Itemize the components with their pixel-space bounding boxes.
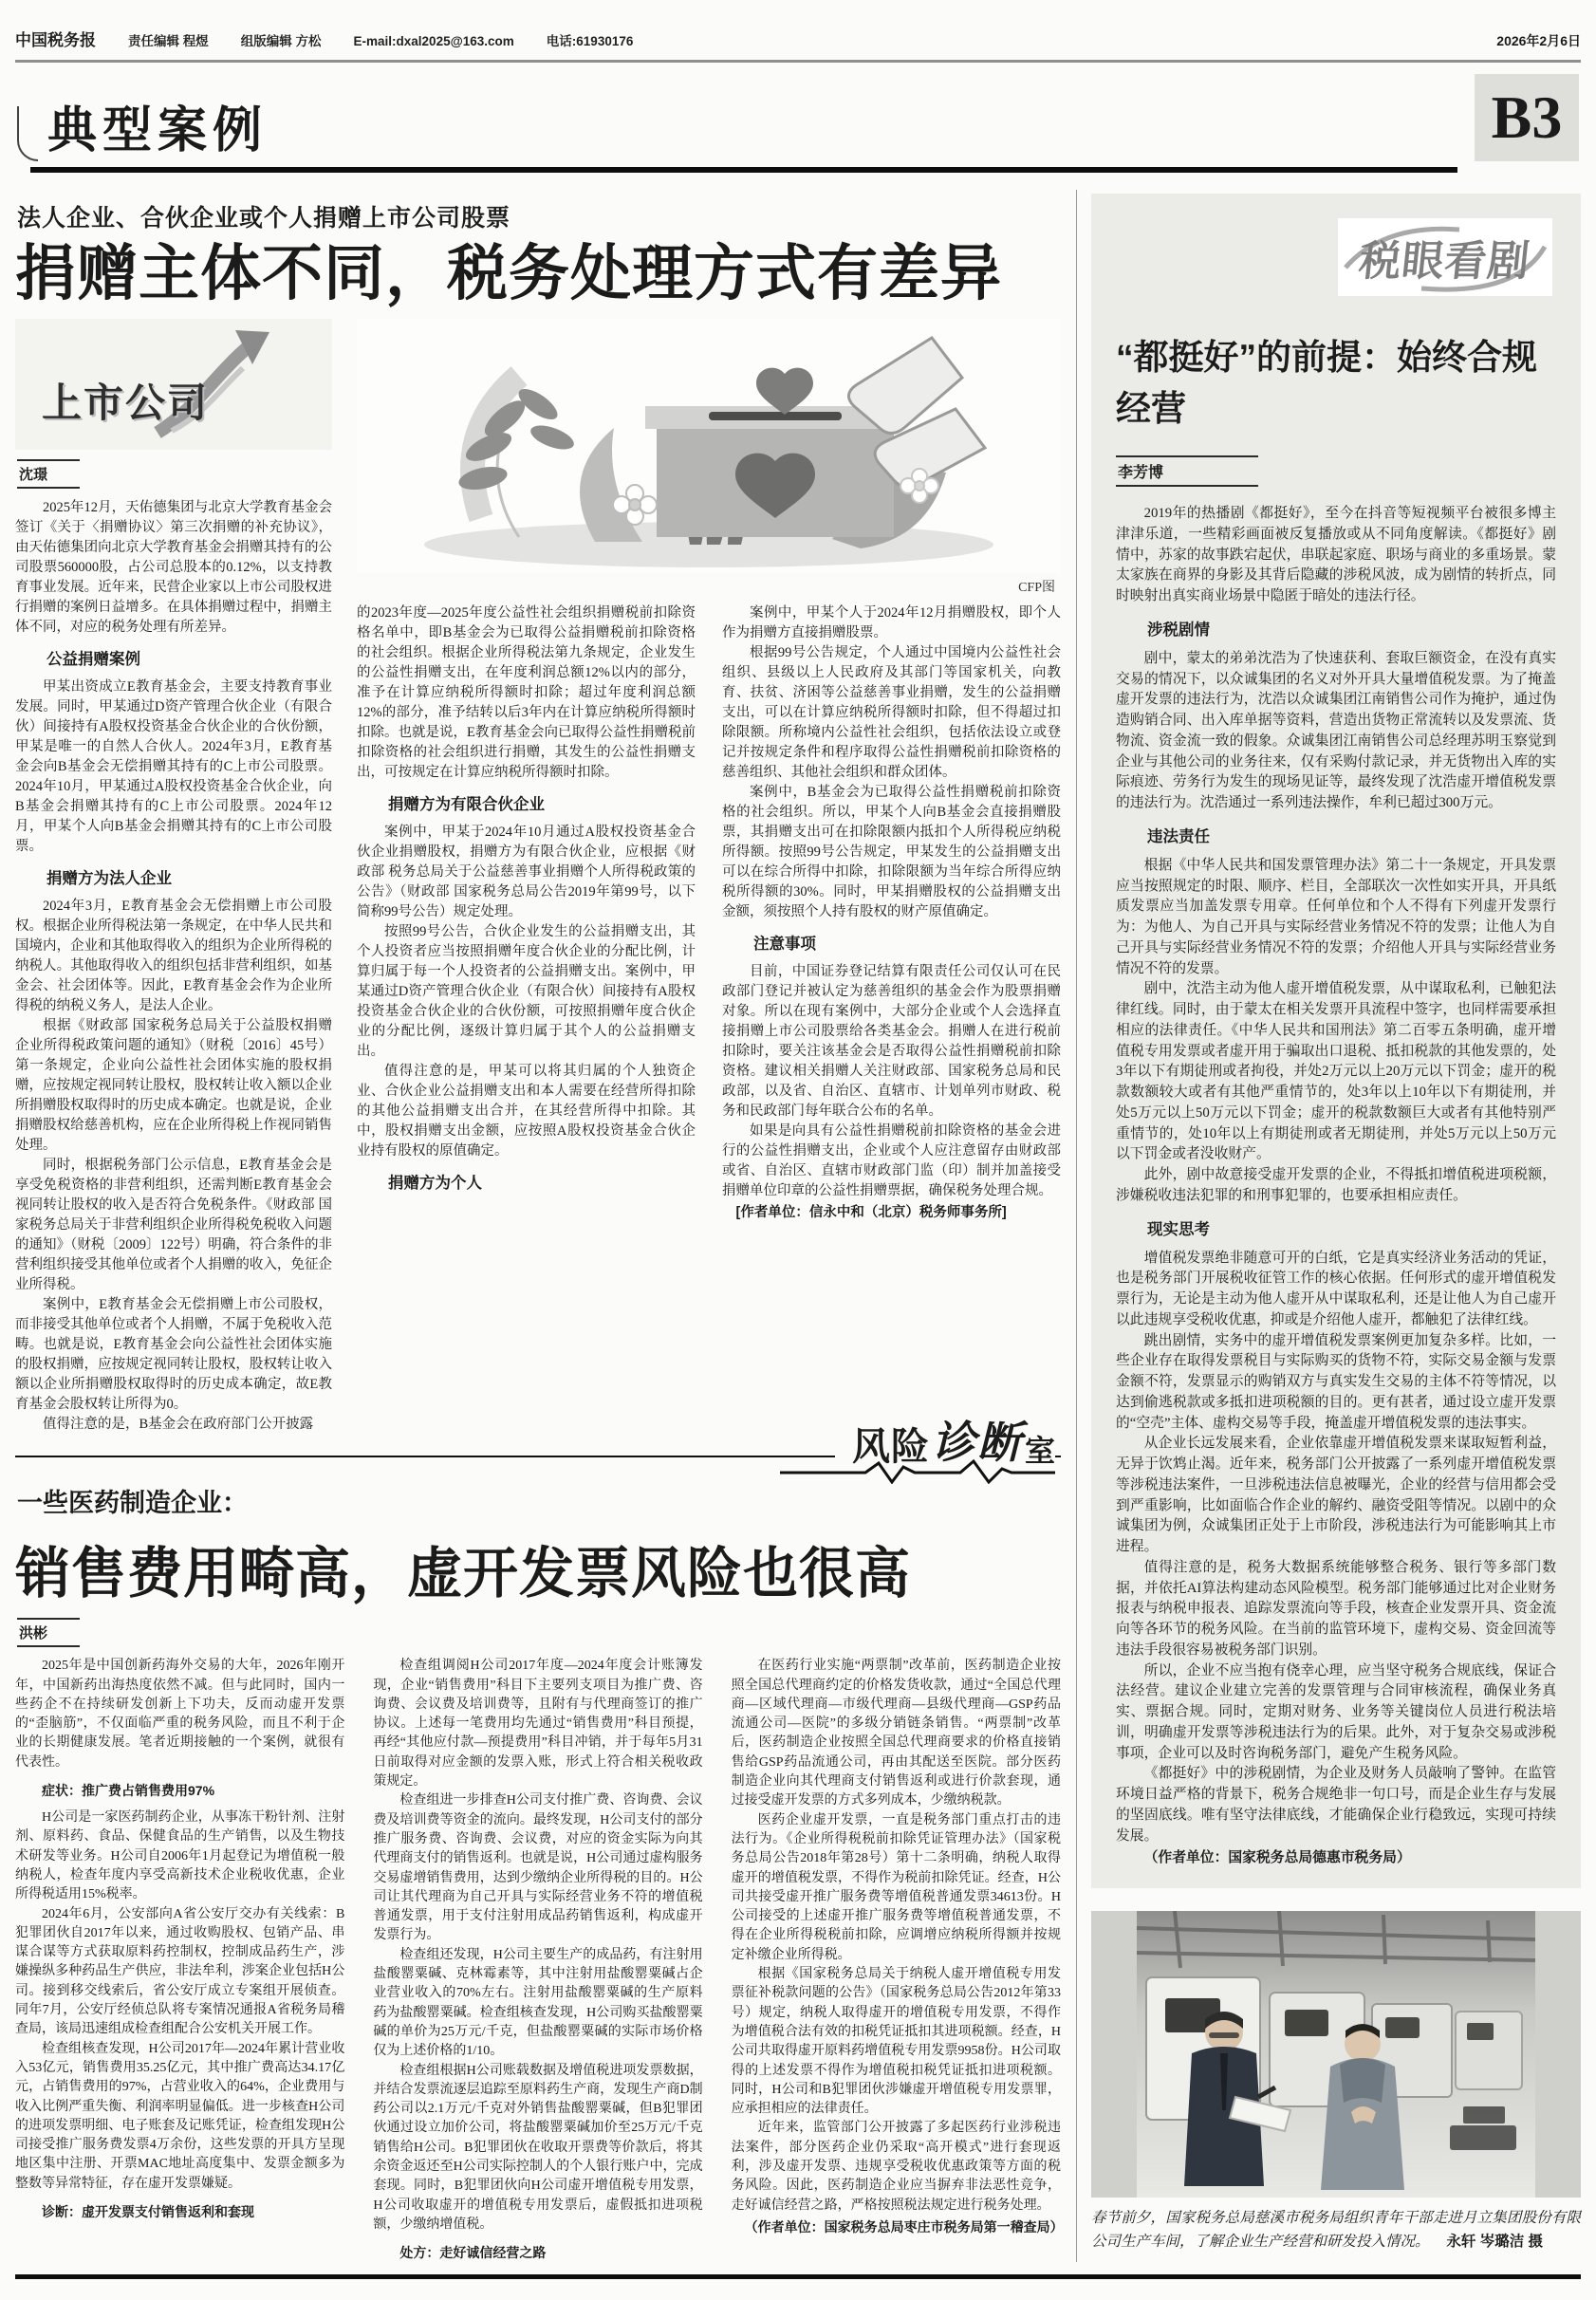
issue-date: 2026年2月6日 [1496, 33, 1581, 48]
paragraph: 2019年的热播剧《都挺好》，至今在抖音等短视频平台被很多博主津津乐道，一些精彩画面被反复播放或从不同角度解读。《都挺好》剧情中，苏家的故事跌宕起伏，串联起家庭、职场与商业的多重场景。蒙太家族在商界的身影及其背后隐藏的涉税风波，成为剧情的转折点，同时映射出真实商业场景中隐匿于暗处的违法行径。 [1116, 506, 1556, 603]
paragraph: 在医药行业实施“两票制”改革前，医药制造企业按照全国总代理商约定的价格发货收款，通过“全国总代理商—区域代理商—市级代理商—县级代理商—GSP药品流通公司—医院”的多级分销链条销售。“两票制”改革后，医药制造企业按照全国总代理商要求的价格直接销售给GSP药品流通公司，再由其配送至医院。部分医药制造企业向其代理商支付销售返利或进行价款套现，通过接受虚开发票的方式多列成本，少缴纳税款。 [731, 1659, 1061, 1808]
paragraph: 近年来，监管部门公开披露了多起医药行业涉税违法案件，部分医药企业仍采取“高开模式”进行套现返利，涉及虚开发票、违规享受税收优惠政策等方面的税务风险。因此，医药制造企业应当摒弃非法恶性竞争，走好诚信经营之路，严格按照税法规定进行税务处理。 [731, 2121, 1061, 2213]
layout-editor-credit: 组版编辑 方松 [240, 34, 322, 48]
section-heading: 注意事项 [753, 935, 816, 953]
paragraph: 剧中，沈浩主动为他人虚开增值税发票，从中谋取私利，已触犯法律红线。同时，由于蒙太在相关发票开具流程中签字，也同样需要承担相应的法律责任。《中华人民共和国刑法》第二百零五条明确，虚开增值税专用发票或者虚开用于骗取出口退税、抵扣税款的其他发票的，处3年以下有期徒刑或者拘役，并处2万元以上20万元以下罚金；虚开的税款数额较大或者有其他严重情节的，处3年以上10年以下有期徒刑，并处5万元以上50万元以下罚金；虚开的税款数额巨大或者有其他特别严重情节的，处10年以上有期徒刑或者无期徒刑，并处5万元以上50万元以下罚金或者没收财产。 [1116, 981, 1556, 1162]
paragraph: 案例中，甲某个人于2024年12月捐赠股权，即个人作为捐赠方直接捐赠股票。 [722, 604, 1061, 640]
section-heading: 涉税剧情 [1147, 621, 1210, 639]
page-number-box: B3 [1475, 74, 1579, 161]
paragraph: 《都挺好》中的涉税剧情，为企业及财务人员敲响了警钟。在监管环境日益严格的背景下，税务合规绝非一句口号，而是企业生存与发展的坚固底线。唯有坚守法律底线，才能确保企业行稳致远，实现可持续发展。 [1116, 1766, 1556, 1844]
article2-text [15, 1657, 1064, 2262]
paragraph: 医药企业虚开发票，一直是税务部门重点打击的违法行为。《企业所得税税前扣除凭证管理办法》（国家税务总局公告2018年第28号）第十二条明确，纳税人取得虚开的增值税发票，不得作为税前扣除凭证。经查，H公司共接受虚开推广服务费等增值税普通发票34613份。H公司接受的上述虚开推广服务费等增值税普通发票，不得在企业所得税税前扣除，应调增应纳税所得额并按规定补缴企业所得税。 [731, 1812, 1061, 1962]
section-heading: 公益捐赠案例 [46, 650, 140, 668]
content-grid [0, 173, 1596, 2262]
article1-author: 沈璟 [17, 459, 80, 489]
paragraph: 所以，企业不应当抱有侥幸心理，应当坚守税务合规底线，保证合法经营。建议企业建立完善的发票管理与合同审核流程，确保业务真实、票据合规。同时，定期对财务、业务等关键岗位人员进行税法培训，明确虚开发票等涉税违法行为的后果。此外，对于复杂交易或涉税事项，企业可以及时咨询税务部门，避免产生税务风险。 [1116, 1662, 1556, 1761]
section-heading: 捐赠方为有限合伙企业 [388, 795, 545, 813]
paragraph: 2025年是中国创新药海外交易的大年，2026年刚开年，中国新药出海热度依然不减。但与此同时，国内一些药企不在持续研发创新上下功夫，反而动虚开发票的“歪脑筋”，不仅面临严重的税务风险，而且不利于企业的长期健康发展。笔者近期接触的一个案例，就很有代表性。 [15, 1659, 345, 1770]
paragraph: 值得注意的是，税务大数据系统能够整合税务、银行等多部门数据，并依托AI算法构建动态风险模型。税务部门能够通过比对企业财务报表与纳税申报表、追踪发票流向等手段，核查企业发票开具、资金流向等各环节的税务风险。在当前的监管环境下，虚构交易、资金回流等违法手段很容易被税务部门识别。 [1116, 1559, 1556, 1658]
paragraph: 剧中，蒙太的弟弟沈浩为了快速获利、套取巨额资金，在没有真实交易的情况下，以众诚集团的名义对外开具大量增值税发票。为了掩盖虚开发票的违法行为，沈浩以众诚集团江南销售公司作为掩护，通过伪造购销合同、出入库单据等资料，营造出货物正常流转以及发票流、货物流、资金流一致的假象。众诚集团江南销售公司总经理苏明玉察觉到企业与其他公司的业务往来，仅有采购付款记录，并无货物出入库的实际痕迹、劳务行为发生的现场见证等，最终发现了沈浩虚开增值税发票的违法行为。沈浩通过一系列违法操作，牟利已超过300万元。 [1116, 650, 1556, 810]
paragraph: 如果是向具有公益性捐赠税前扣除资格的基金会进行的公益性捐赠支出，企业或个人应注意留存由财政部或省、自治区、直辖市财政部门监（印）制并加盖接受捐赠单位印章的公益性捐赠票据，确保税务处理合规。 [722, 1122, 1061, 1199]
paragraph: 从企业长远发展来看，企业依靠虚开增值税发票来谋取短暂利益，无异于饮鸩止渴。近年来，税务部门公开披露了一系列虚开增值税发票等涉税违法案件，一旦涉税违法信息被曝光，企业的经营与信用都会受到严重影响，比如面临合作企业的解约、融资受阻等情况。以剧中的众诚集团为例，众诚集团正处于上市阶段，涉税违法行为可能影响其上市进程。 [1116, 1436, 1556, 1554]
paragraph: 根据《中华人民共和国发票管理办法》第二十一条规定，开具发票应当按照规定的时限、顺序、栏目，全部联次一次性如实开具，开具纸质发票应当加盖发票专用章。任何单位和个人不得有下列虚开发票行为：为他人、为自己开具与实际经营业务情况不符的发票；让他人为自己开具与实际经营业务情况不符的发票；介绍他人开具与实际经营业务情况不符的发票。 [1116, 857, 1556, 976]
paragraph: 2025年12月，天佑德集团与北京大学教育基金会签订《关于〈捐赠协议〉第三次捐赠的补充协议》，由天佑德集团向北京大学教育基金会捐赠其持有的公司股票560000股，占公司总股本的0.12%，以支持教育事业发展。近年来，民营企业家以上市公司股权进行捐赠的案例日益增多。在具体捐赠过程中，捐赠主体不同，对应的税务处理有所差异。 [15, 499, 332, 635]
section-heading: 处方：走好诚信经营之路 [399, 2245, 547, 2261]
masthead [0, 0, 1596, 173]
paragraph: 根据99号公告规定，个人通过中国境内公益性社会组织、县级以上人民政府及其部门等国家机关，向教育、扶贫、济困等公益慈善事业捐赠，发生的公益捐赠支出，可以在计算应纳税所得额时扣除，但不得超过扣除限额。所称境内公益性社会组织，包括依法设立或登记并按规定条件和程序取得公益性捐赠税前扣除资格的慈善组织、其他社会组织和群众团体。 [722, 644, 1061, 780]
paragraph: 根据《国家税务总局关于纳税人虚开增值税专用发票征补税款问题的公告》（国家税务总局公告2012年第33号）规定，纳税人取得虚开的增值税专用发票，不得作为增值税合法有效的扣税凭证抵扣其进项税额。经查，H公司共取得虚开原料药增值税专用发票9958份。H公司取得的上述发票不得作为增值税扣税凭证抵扣进项税额。同时，H公司和B犯罪团伙涉嫌虚开增值税专用发票罪，应承担相应的法律责任。 [731, 1967, 1061, 2117]
news-photo-block [1091, 1911, 1581, 2254]
editor-phone: 电话:61930176 [546, 34, 634, 48]
footer-thick-rule [15, 2274, 1581, 2279]
paragraph: 增值税发票绝非随意可开的白纸，它是真实经济业务活动的凭证，也是税务部门开展税收征管工作的核心依据。任何形式的虚开增值税发票行为，无论是主动为他人虚开从中谋取私利，还是让他人为自己虚开以此违规享受税收优惠，抑或是介绍他人虚开，都触犯了法律红线。 [1116, 1250, 1556, 1327]
listed-company-graphic [15, 319, 332, 450]
paragraph: 案例中，B基金会为已取得公益性捐赠税前扣除资格的社会组织。所以，甲某个人向B基金会直接捐赠股票，其捐赠支出可在扣除限额内抵扣个人所得税应纳税所得额。按照99号公告规定，甲某发生的公益捐赠支出可以在综合所得中扣除，扣除限额为当年综合所得应纳税所得额的30%。同时，甲某捐赠股权的公益捐赠支出金额，须按照个人持有股权的财产原值确定。 [722, 784, 1061, 919]
paragraph: 案例中，E教育基金会无偿捐赠上市公司股权，而非接受其他单位或者个人捐赠，不属于免税收入范畴。也就是说，E教育基金会向公益性社会团体实施的股权捐赠，应按规定视同转让股权，股权转让收入额以企业所捐赠股权取得时的历史成本确定，故E教育基金会股权转让所得为0。 [15, 1297, 332, 1413]
risk-badge-part2: 诊断 [931, 1418, 1023, 1468]
article-donation [15, 199, 1061, 1435]
section-heading: 症状：推广费占销售费用97% [42, 1783, 215, 1799]
donation-illustration-art [357, 319, 1061, 573]
article1-first-column [15, 319, 332, 1436]
section-heading: 捐赠方为个人 [388, 1175, 482, 1192]
photo-caption-text: 春节前夕，国家税务总局慈溪市税务局组织青年干部走进月立集团股份有限公司生产车间，了解企业生产经营和研发投入情况。 [1091, 2210, 1581, 2250]
paragraph: 检查组还发现，H公司主要生产的成品药，有注射用盐酸罂粟碱、克林霉素等，其中注射用盐酸罂粟碱占企业营业收入的70%左右。注射用盐酸罂粟碱的生产原料药为盐酸罂粟碱。检查组核查发现，H公司购买盐酸罂粟碱的单价为25万元/千克，但盐酸罂粟碱的实际市场价格仅为上述价格的1/10。 [373, 1947, 703, 2059]
paragraph: 检查组根据H公司账载数据及增值税进项发票数据，并结合发票流逐层追踪至原料药生产商，发现生产商D制药公司以2.1万元/千克对外销售盐酸罂粟碱，但B犯罪团伙通过设立加价公司，将盐酸罂粟碱加价至25万元/千克销售给H公司。B犯罪团伙在收取开票费等价款后，将其余资金返还至H公司实际控制人的个人银行账户中，完成套现。同时，B犯罪团伙向H公司虚开增值税专用发票，H公司收取虚开的增值税专用发票后，虚假抵扣进项税额，少缴纳增值税。 [373, 2063, 703, 2232]
section-title-wrap [17, 90, 268, 161]
photo-caption [1091, 2207, 1581, 2254]
paragraph: 跳出剧情，实务中的虚开增值税发票案例更加复杂多样。比如，一些企业存在取得发票税目与实际购买的货物不符，实际交易金额与发票金额不符，发票显示的购销双方与真实发生交易的主体不符等情况，以达到偷逃税款或多抵扣进项税额的目的。更有甚者，通过设立虚开发票的“空壳”主体、虚构交易等手段，掩盖虚开增值税发票的违法事实。 [1116, 1332, 1556, 1431]
masthead-left [15, 27, 633, 50]
paragraph: 甲某出资成立E教育基金会，主要支持教育事业发展。同时，甲某通过D资产管理合伙企业（有限合伙）间接持有A股权投资基金合伙企业的合伙份额，甲某是唯一的自然人合伙人。2024年3月，E教育基金会向B基金会无偿捐赠其持有的C上市公司股票。2024年10月，甲某通过A股权投资基金合伙企业，向B基金会捐赠其持有的C上市公司股票。2024年12月，甲某个人向B基金会捐赠其持有的C上市公司股票。 [15, 678, 332, 854]
paragraph: 检查组进一步排查H公司支付推广费、咨询费、会议费及培训费等资金的流向。最终发现，H公司支付的部分推广服务费、咨询费、会议费，对应的资金实际为向其代理商支付的销售返利。也就是说，H公司通过虚构服务交易虚增销售费用，达到少缴纳企业所得税的目的。H公司让其代理商为自己开具与实际经营业务不符的增值税普通发票，用于支付注射用成品药销售返利，构成虚开发票行为。 [373, 1793, 703, 1943]
tax-eye-drama-badge [1338, 218, 1552, 296]
article2-headline: 销售费用畸高，虚开发票风险也很高 [15, 1543, 912, 1605]
section-title-row [15, 63, 1581, 161]
section-heading: 诊断：虚开发票支付销售返利和套现 [42, 2203, 254, 2219]
risk-badge-part3: 室 [1024, 1434, 1055, 1469]
right-column [1091, 186, 1581, 2262]
paragraph: 同时，根据税务部门公示信息，E教育基金会是享受免税资格的非营利组织，还需判断E教育基金会视同转让股权的收入是否符合免税条件。《财政部 国家税务总局关于非营利组织企业所得税免税收入问题的通知》（财税〔2009〕122号）明确，符合条件的非营利组织接受其他单位或者个人捐赠的收入，免征企业所得税。 [15, 1158, 332, 1293]
paragraph: 按照99号公告，合伙企业发生的公益捐赠支出，其个人投资者应当按照捐赠年度合伙企业的分配比例，计算归属于每一个人投资者的公益捐赠支出。案例中，甲某通过D资产管理合伙企业（有限合伙）间接持有A股权投资基金合伙企业的合伙份额，可按照捐赠年度合伙企业的分配比例，逐级计算归属于其个人的公益捐赠支出。 [357, 923, 696, 1059]
article2-kicker: 一些医药制造企业： [17, 1489, 248, 1518]
article1-right-area [357, 319, 1061, 1436]
sidebar-title: “都挺好”的前提：始终合规经营 [1116, 338, 1537, 428]
sidebar-text [1116, 504, 1556, 1869]
article1-body [15, 319, 1061, 1436]
main-column [15, 186, 1064, 2262]
paragraph: 2024年3月，E教育基金会无偿捐赠上市公司股权。根据企业所得税法第一条规定，在中华人民共和国境内，企业和其他取得收入的组织为企业所得税的纳税人。其他取得收入的组织包括非营利组织，如基金会、社会团体等。因此，E教育基金会作为企业所得税的纳税义务人，是法人企业。 [15, 898, 332, 1013]
risk-badge-part1: 风险 [851, 1426, 930, 1469]
author-affiliation: [作者单位：信永中和（北京）税务师事务所] [735, 1205, 1007, 1221]
badge-text: 税眼看剧 [1356, 238, 1533, 285]
listed-company-label: 上市公司 [42, 381, 210, 426]
section-heading: 现实思考 [1147, 1220, 1210, 1238]
paper-name: 中国税务报 [15, 31, 96, 49]
article1-kicker: 法人企业、合伙企业或个人捐赠上市公司股票 [17, 205, 511, 232]
article1-column1-text [15, 498, 332, 1436]
paragraph: 案例中，甲某于2024年10月通过A股权投资基金合伙企业捐赠股权，捐赠方为有限合伙企业，应根据《财政部 税务总局关于公益慈善事业捐赠个人所得税政策的公告》（财政部 国家税务总局公告2019年第99号，以下简称99号公告）规定处理。 [357, 824, 696, 919]
editor-email: E-mail:dxal2025@163.com [353, 34, 514, 48]
sidebar-author: 李芳博 [1116, 455, 1258, 487]
paragraph: 值得注意的是，甲某可以将其归属的个人独资企业、合伙企业公益捐赠支出和本人需要在经营所得扣除的其他公益捐赠支出合并，在其经营所得中扣除。其中，股权捐赠支出金额，应按照A股权投资基金合伙企业持有股权的原值确定。 [357, 1063, 696, 1159]
paragraph: 检查组核查发现，H公司2017年—2024年累计营业收入53亿元，销售费用35.25亿元，其中推广费高达34.17亿元，占销售费用的97%，占营业收入的64%，企业费用与收入比例严重失衡、利润率明显偏低。进一步核查H公司的进项发票明细、电子账套及记账凭证，检查组发现H公司接受推广服务费发票4万余份，这些发票的开具方呈现地区集中注册、开票MAC地址高度集中、发票金额多为整数等异常特征，存在虚开发票嫌疑。 [15, 2041, 345, 2191]
vertical-divider [1076, 190, 1077, 2262]
risk-clinic-badge [835, 1408, 1055, 1471]
factory-photo-art [1091, 1911, 1581, 2198]
author-affiliation: （作者单位：国家税务总局德惠市税务局） [1143, 1850, 1411, 1866]
paragraph: H公司是一家医药制药企业，从事冻干粉针剂、注射剂、原料药、食品、保健食品的生产销售，以及生物技术研发等业务。H公司自2006年1月起登记为增值税一般纳税人，检查年度内享受高新技术企业税收优惠，企业所得税适用15%税率。 [15, 1810, 345, 1902]
article1-remaining-text [357, 603, 1061, 1223]
masthead-row [15, 27, 1581, 50]
section-title: 典型案例 [47, 104, 269, 158]
illustration-credit: CFP图 [1018, 580, 1055, 595]
factory-photo [1091, 1911, 1581, 2198]
paragraph: 检查组调阅H公司2017年度—2024年度会计账簿发现，企业“销售费用”科目下主要列支项目为推广费、咨询费、会议费及培训费等，且附有与代理商签订的推广协议。上述每一笔费用均先通过“销售费用”科目预提，再经“其他应付款—预提费用”科目冲销，并于每年5月31日前取得对应金额的发票入账，形式上符合相关税收政策规定。 [373, 1659, 703, 1790]
tax-eye-drama-panel [1091, 194, 1581, 1888]
paragraph: 的2023年度—2025年度公益性社会组织捐赠税前扣除资格名单中，即B基金会为已取得公益捐赠税前扣除资格的社会组织。根据企业所得税法第九条规定，企业发生的公益性捐赠支出，在年度利润总额12%以内的部分，准予在计算应纳税所得额时扣除；超过年度利润总额12%的部分，准予结转以后3年内在计算应纳税所得额时扣除。也就是说，E教育基金会向已取得公益性捐赠税前扣除资格的社会组织进行捐赠，其发生的公益性捐赠支出，可按规定在计算应纳税所得额时扣除。 [357, 604, 696, 780]
heartbeat-line-icon [780, 1459, 1055, 1484]
paragraph: 目前，中国证券登记结算有限责任公司仅认可在民政部门登记并被认定为慈善组织的基金会作为股票捐赠对象。所以在现有案例中，大部分企业或个人会选择直接捐赠上市公司股票给各类基金会。捐赠人在进行税前扣除时，要关注该基金会是否取得公益性捐赠税前扣除资格。建议相关捐赠人关注财政部、国家税务总局和民政部，以及省、自治区、直辖市、计划单列市财政、税务和民政部门每年联合公布的名单。 [722, 963, 1061, 1119]
section-heading: 捐赠方为法人企业 [46, 869, 172, 887]
editor-credit: 责任编辑 程煜 [128, 34, 209, 48]
article1-headline: 捐赠主体不同，税务处理方式有差异 [15, 240, 1002, 307]
article2-author: 洪彬 [17, 1618, 80, 1647]
paragraph: 值得注意的是，B基金会在政府部门公开披露 [43, 1417, 314, 1433]
paragraph: 根据《财政部 国家税务总局关于公益股权捐赠企业所得税政策问题的通知》（财税〔2016〕45号）第一条规定，企业向公益性社会团体实施的股权捐赠，应按规定视同转让股权，股权转让收入额以企业所捐赠股权取得时的历史成本确定。也就是说，企业捐赠股权给慈善机构，应在企业所得税上作视同销售处理。 [15, 1017, 332, 1154]
author-affiliation: （作者单位：国家税务总局枣庄市税务局第一稽查局） [744, 2218, 1064, 2235]
section-heading: 违法责任 [1147, 827, 1210, 845]
section-curve-mark [17, 106, 38, 161]
donation-illustration [357, 319, 1061, 573]
paragraph: 此外，剧中故意接受虚开发票的企业，不得抵扣增值税进项税额，涉嫌税收违法犯罪的和刑事犯罪的，也要承担相应责任。 [1116, 1167, 1556, 1203]
paragraph: 2024年6月，公安部向A省公安厅交办有关线索：B犯罪团伙自2017年以来，通过收购股权、包销产品、串谋合谋等方式获取原料药控制权，控制成品药生产，涉嫌操纵多种药品生产供应，非法牟利，涉案企业包括H公司。接到移交线索后，省公安厅成立专案组开展侦查。同年7月，公安厅经侦总队将专案情况通报A省税务局稽查局，该局迅速组成检查组配合公安机关开展工作。 [15, 1906, 345, 2037]
photo-credit: 永轩 岑璐洁 摄 [1446, 2233, 1544, 2250]
